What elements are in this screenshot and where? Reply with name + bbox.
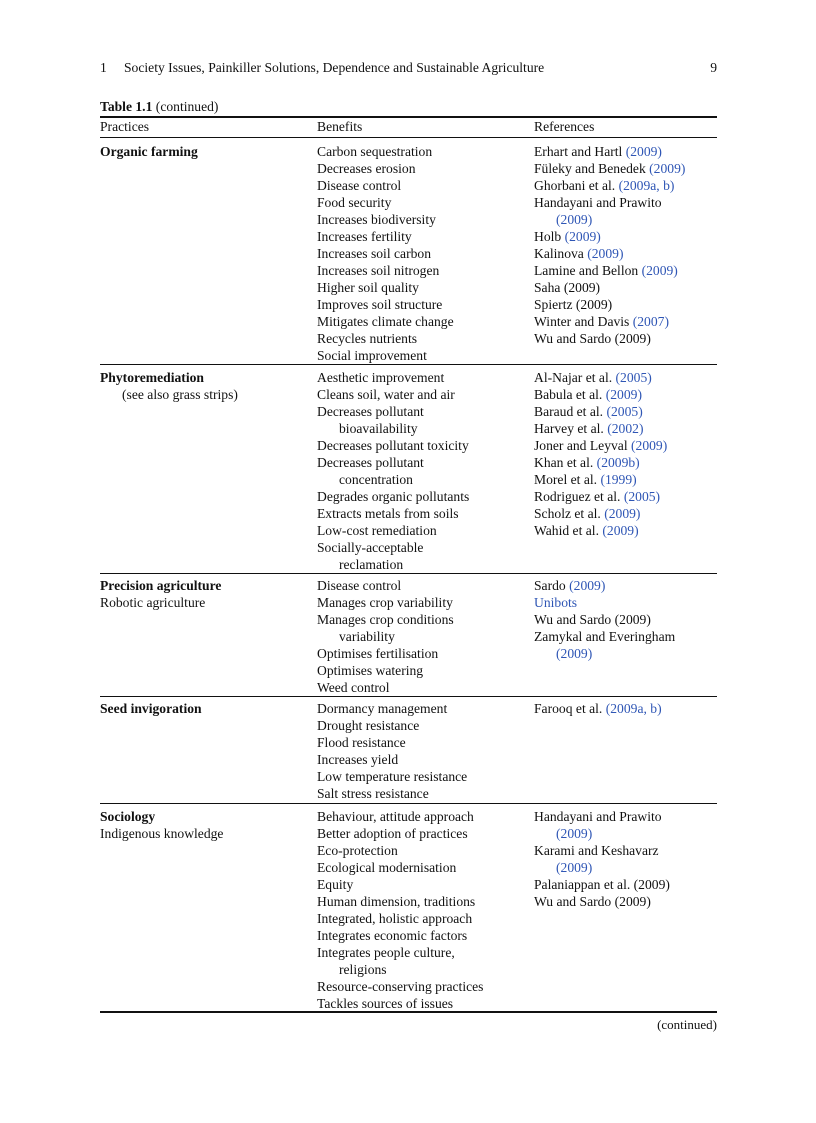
reference-author: Spiertz (2009) bbox=[534, 297, 613, 312]
benefits-cell bbox=[317, 143, 532, 364]
reference-author: Saha (2009) bbox=[534, 280, 601, 295]
practice-name: Sociology bbox=[100, 809, 156, 824]
reference-author: Harvey et al. bbox=[534, 421, 608, 436]
reference-item bbox=[534, 488, 724, 505]
reference-item bbox=[534, 893, 724, 910]
references-cell bbox=[534, 700, 724, 717]
benefit-item: Increases soil carbon bbox=[317, 246, 431, 261]
reference-author: Füleky and Benedek bbox=[534, 161, 650, 176]
reference-author: Handayani and Prawito bbox=[534, 809, 662, 824]
table-header-rule bbox=[100, 137, 717, 138]
reference-item bbox=[534, 313, 724, 330]
reference-item bbox=[534, 594, 724, 611]
reference-link[interactable]: (2009) bbox=[556, 860, 593, 875]
reference-link[interactable]: (2009) bbox=[605, 387, 642, 402]
benefit-item: Salt stress resistance bbox=[317, 786, 429, 801]
reference-author: Joner and Leyval bbox=[534, 438, 632, 453]
reference-item bbox=[534, 160, 724, 177]
reference-author: Holb bbox=[534, 229, 565, 244]
running-head bbox=[100, 59, 717, 76]
benefit-item: Social improvement bbox=[317, 348, 427, 363]
practice-name: Precision agriculture bbox=[100, 578, 222, 593]
continued-note: (continued) bbox=[657, 1017, 717, 1032]
benefit-item: Manages crop conditions bbox=[317, 612, 454, 627]
reference-item bbox=[534, 577, 724, 594]
benefits-cell bbox=[317, 700, 532, 802]
benefits-cell bbox=[317, 369, 532, 573]
reference-author: Morel et al. bbox=[534, 472, 601, 487]
benefit-item: Human dimension, traditions bbox=[317, 894, 476, 909]
reference-item bbox=[534, 143, 724, 160]
reference-link[interactable]: (2002) bbox=[607, 421, 644, 436]
benefit-item: Cleans soil, water and air bbox=[317, 387, 455, 402]
reference-item bbox=[534, 522, 724, 539]
reference-author: Zamykal and Everingham bbox=[534, 629, 676, 644]
reference-author: Wahid et al. bbox=[534, 523, 603, 538]
reference-item bbox=[534, 228, 724, 245]
column-header-references: References bbox=[534, 119, 595, 134]
reference-link[interactable]: (2009) bbox=[631, 438, 668, 453]
reference-link[interactable]: (2009) bbox=[556, 646, 593, 661]
benefit-item: Mitigates climate change bbox=[317, 314, 454, 329]
benefit-item: Drought resistance bbox=[317, 718, 420, 733]
table-continued-note: (continued) bbox=[155, 99, 219, 114]
reference-author: Erhart and Hartl bbox=[534, 144, 626, 159]
benefit-item: Eco-protection bbox=[317, 843, 398, 858]
reference-item bbox=[534, 808, 724, 825]
benefits-cell bbox=[317, 577, 532, 696]
reference-author: Lamine and Bellon bbox=[534, 263, 642, 278]
practice-cell bbox=[100, 700, 315, 717]
reference-link[interactable]: (2009) bbox=[625, 144, 662, 159]
practice-cell bbox=[100, 808, 315, 842]
benefit-item: reclamation bbox=[339, 557, 404, 572]
table-header-row bbox=[100, 118, 717, 136]
benefit-item: religions bbox=[339, 962, 387, 977]
reference-link[interactable]: (2009) bbox=[602, 523, 639, 538]
reference-author: Wu and Sardo (2009) bbox=[534, 894, 651, 909]
benefit-item: Equity bbox=[317, 877, 354, 892]
reference-item bbox=[534, 177, 724, 194]
table-bottom-rule bbox=[100, 1011, 717, 1013]
practice-subtitle: (see also grass strips) bbox=[122, 387, 238, 402]
benefit-item: Disease control bbox=[317, 178, 402, 193]
references-cell bbox=[534, 808, 724, 910]
reference-link[interactable]: (2009a, b) bbox=[618, 178, 675, 193]
benefit-item: Optimises fertilisation bbox=[317, 646, 439, 661]
reference-link[interactable]: (2009) bbox=[556, 826, 593, 841]
benefit-item: Disease control bbox=[317, 578, 402, 593]
practice-subtitle: Indigenous knowledge bbox=[100, 826, 224, 841]
reference-author: Babula et al. bbox=[534, 387, 606, 402]
reference-author: Al-Najar et al. bbox=[534, 370, 616, 385]
reference-link[interactable]: (2009) bbox=[649, 161, 686, 176]
practice-subtitle: Robotic agriculture bbox=[100, 595, 206, 610]
reference-author: Kalinova bbox=[534, 246, 588, 261]
benefit-item: Increases soil nitrogen bbox=[317, 263, 440, 278]
reference-link[interactable]: (2005) bbox=[606, 404, 643, 419]
practice-name: Seed invigoration bbox=[100, 701, 202, 716]
reference-item bbox=[534, 611, 724, 628]
benefit-item: Recycles nutrients bbox=[317, 331, 418, 346]
benefit-item: Resource-conserving practices bbox=[317, 979, 484, 994]
reference-item bbox=[534, 454, 724, 471]
reference-item bbox=[534, 296, 724, 313]
section-rule bbox=[100, 573, 717, 574]
benefit-item: Integrates economic factors bbox=[317, 928, 468, 943]
benefit-item: concentration bbox=[339, 472, 413, 487]
reference-item bbox=[534, 245, 724, 262]
reference-item bbox=[534, 876, 724, 893]
reference-author: Karami and Keshavarz bbox=[534, 843, 659, 858]
reference-link[interactable]: Unibots bbox=[534, 595, 578, 610]
benefit-item: Higher soil quality bbox=[317, 280, 419, 295]
reference-author: Scholz et al. bbox=[534, 506, 605, 521]
section-rule bbox=[100, 803, 717, 804]
reference-link[interactable]: (2009b) bbox=[596, 455, 640, 470]
reference-item bbox=[534, 386, 724, 403]
reference-item bbox=[534, 471, 724, 488]
benefit-item: Decreases pollutant bbox=[317, 455, 424, 470]
benefit-item: Increases biodiversity bbox=[317, 212, 436, 227]
reference-item bbox=[534, 505, 724, 522]
table-label: Table 1.1 bbox=[100, 99, 153, 114]
benefit-item: Low temperature resistance bbox=[317, 769, 468, 784]
practice-cell bbox=[100, 577, 315, 611]
reference-author: Khan et al. bbox=[534, 455, 597, 470]
benefit-item: Degrades organic pollutants bbox=[317, 489, 470, 504]
chapter-title: Society Issues, Painkiller Solutions, Dependence and Sustainable Agriculture bbox=[124, 60, 545, 75]
reference-item bbox=[534, 437, 724, 454]
reference-item bbox=[534, 628, 724, 645]
reference-author: Ghorbani et al. bbox=[534, 178, 619, 193]
benefit-item: Behaviour, attitude approach bbox=[317, 809, 474, 824]
benefit-item: variability bbox=[339, 629, 395, 644]
reference-item bbox=[534, 645, 724, 662]
reference-author: Sardo bbox=[534, 578, 570, 593]
reference-item bbox=[534, 194, 724, 211]
benefit-item: Flood resistance bbox=[317, 735, 406, 750]
reference-item bbox=[534, 279, 724, 296]
reference-item bbox=[534, 211, 724, 228]
benefit-item: Food security bbox=[317, 195, 392, 210]
reference-link[interactable]: (2009) bbox=[569, 578, 606, 593]
reference-author: Wu and Sardo (2009) bbox=[534, 612, 651, 627]
benefit-item: Carbon sequestration bbox=[317, 144, 433, 159]
benefit-item: Aesthetic improvement bbox=[317, 370, 445, 385]
benefit-item: Improves soil structure bbox=[317, 297, 443, 312]
reference-item bbox=[534, 262, 724, 279]
chapter-number: 1 bbox=[100, 60, 107, 75]
benefit-item: Dormancy management bbox=[317, 701, 448, 716]
reference-link[interactable]: (2009) bbox=[641, 263, 678, 278]
benefit-item: Ecological modernisation bbox=[317, 860, 457, 875]
reference-link[interactable]: (2009) bbox=[564, 229, 601, 244]
benefit-item: Better adoption of practices bbox=[317, 826, 468, 841]
benefit-item: Optimises watering bbox=[317, 663, 424, 678]
reference-item bbox=[534, 842, 724, 859]
column-header-benefits: Benefits bbox=[317, 119, 363, 134]
reference-author: Palaniappan et al. (2009) bbox=[534, 877, 670, 892]
page-number: 9 bbox=[710, 60, 717, 75]
benefit-item: Decreases pollutant bbox=[317, 404, 424, 419]
benefit-item: bioavailability bbox=[339, 421, 418, 436]
section-rule bbox=[100, 696, 717, 697]
benefit-item: Increases yield bbox=[317, 752, 399, 767]
benefit-item: Increases fertility bbox=[317, 229, 412, 244]
benefit-item: Integrated, holistic approach bbox=[317, 911, 473, 926]
reference-link[interactable]: (2009) bbox=[556, 212, 593, 227]
benefit-item: Tackles sources of issues bbox=[317, 996, 454, 1011]
reference-author: Handayani and Prawito bbox=[534, 195, 662, 210]
references-cell bbox=[534, 577, 724, 662]
reference-item bbox=[534, 825, 724, 842]
benefit-item: Weed control bbox=[317, 680, 390, 695]
reference-link[interactable]: (2005) bbox=[615, 370, 652, 385]
benefit-item: Integrates people culture, bbox=[317, 945, 455, 960]
benefits-cell bbox=[317, 808, 532, 1012]
benefit-item: Manages crop variability bbox=[317, 595, 453, 610]
reference-item bbox=[534, 369, 724, 386]
practice-name: Organic farming bbox=[100, 144, 198, 159]
reference-author: Farooq et al. bbox=[534, 701, 606, 716]
reference-item bbox=[534, 420, 724, 437]
reference-link[interactable]: (1999) bbox=[600, 472, 637, 487]
benefit-item: Low-cost remediation bbox=[317, 523, 437, 538]
reference-link[interactable]: (2009a, b) bbox=[605, 701, 662, 716]
references-cell bbox=[534, 143, 724, 347]
reference-item bbox=[534, 700, 724, 717]
references-cell bbox=[534, 369, 724, 539]
column-header-practices: Practices bbox=[100, 119, 150, 134]
practice-name: Phytoremediation bbox=[100, 370, 204, 385]
reference-link[interactable]: (2009) bbox=[604, 506, 641, 521]
section-rule bbox=[100, 364, 717, 365]
benefit-item: Socially-acceptable bbox=[317, 540, 424, 555]
table-caption bbox=[100, 98, 717, 115]
benefit-item: Extracts metals from soils bbox=[317, 506, 459, 521]
reference-item bbox=[534, 330, 724, 347]
practice-cell bbox=[100, 369, 315, 403]
practice-cell bbox=[100, 143, 315, 160]
reference-author: Winter and Davis bbox=[534, 314, 633, 329]
reference-item bbox=[534, 859, 724, 876]
reference-link[interactable]: (2007) bbox=[632, 314, 669, 329]
reference-item bbox=[534, 403, 724, 420]
benefit-item: Decreases pollutant toxicity bbox=[317, 438, 469, 453]
benefit-item: Decreases erosion bbox=[317, 161, 416, 176]
reference-author: Wu and Sardo (2009) bbox=[534, 331, 651, 346]
reference-link[interactable]: (2009) bbox=[587, 246, 624, 261]
reference-author: Rodriguez et al. bbox=[534, 489, 624, 504]
reference-author: Baraud et al. bbox=[534, 404, 607, 419]
reference-link[interactable]: (2005) bbox=[623, 489, 661, 504]
